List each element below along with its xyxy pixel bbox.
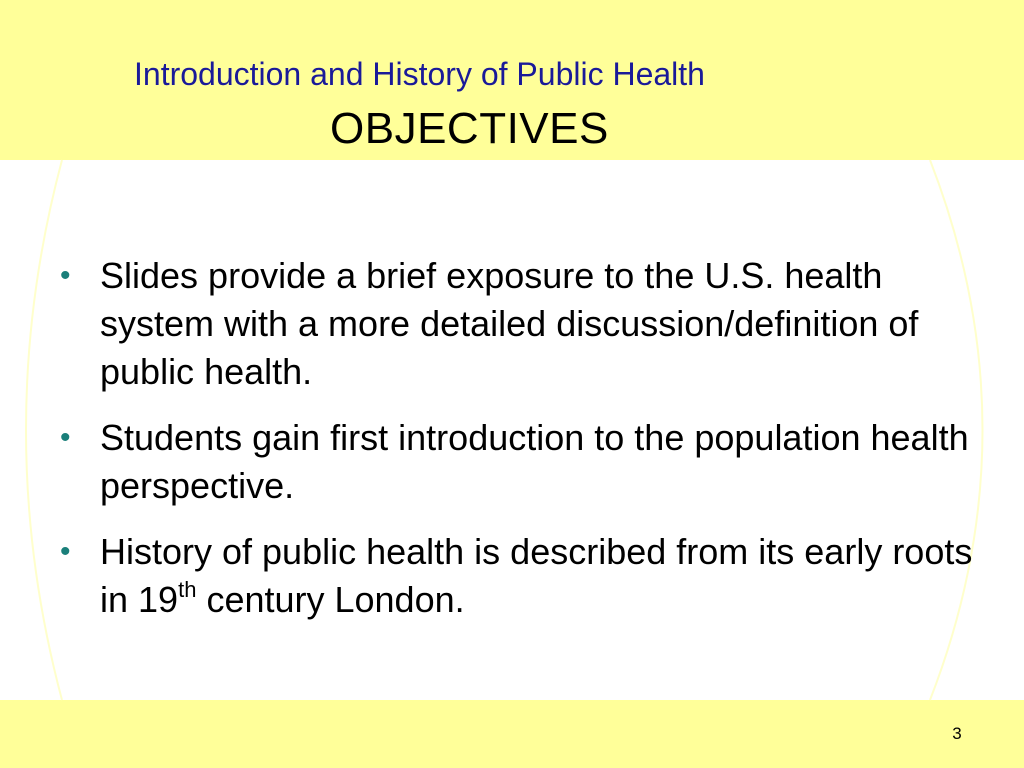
slide-title: Introduction and History of Public Health	[134, 56, 705, 92]
bullet-icon: •	[60, 421, 71, 454]
bullet-icon: •	[60, 535, 71, 568]
bullet-item-1	[58, 252, 988, 396]
bullet-icon: •	[60, 259, 71, 292]
bullet-item-3	[58, 528, 988, 624]
bullet-text-after: century London.	[196, 579, 465, 620]
bullet-text	[100, 531, 972, 620]
page-number: 3	[952, 724, 962, 743]
slide-subtitle: OBJECTIVES	[330, 104, 609, 153]
bullet-text: Slides provide a brief exposure to the U.S. health system with a more detailed discussion/definition of public health.	[100, 255, 919, 392]
ordinal-suffix: th	[178, 577, 197, 602]
bullet-text-before: History of public health is described from its early roots in 19	[100, 531, 973, 620]
bullet-item-2	[58, 414, 988, 510]
bullet-list	[58, 252, 988, 642]
bullet-text: Students gain first introduction to the population health perspective.	[100, 417, 969, 506]
